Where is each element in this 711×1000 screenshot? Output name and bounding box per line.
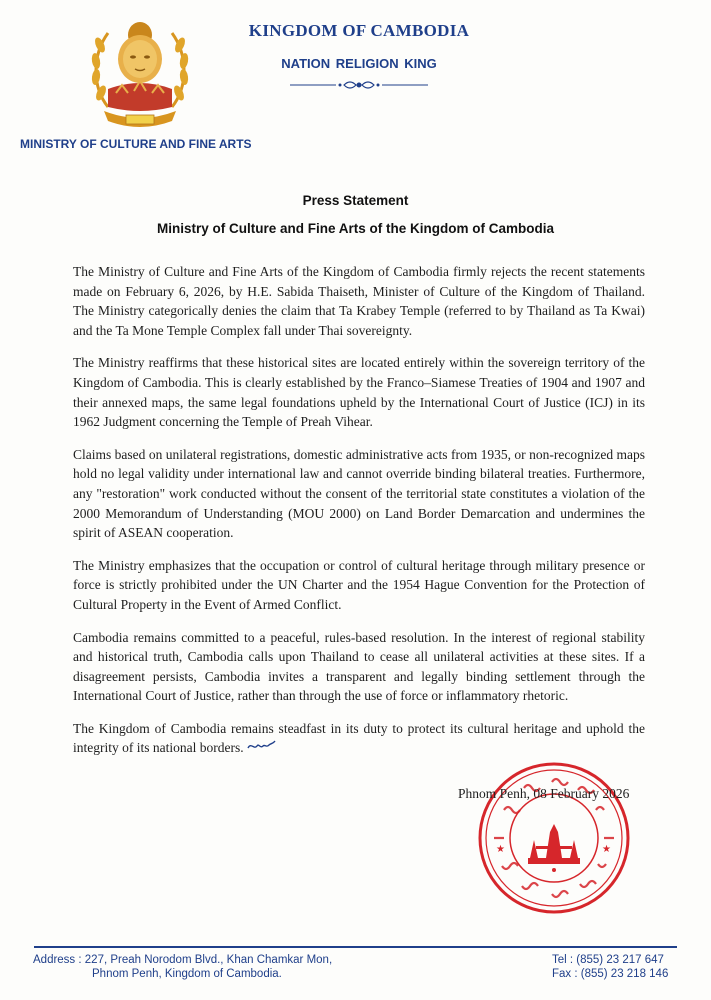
statement-body [73,262,645,771]
paragraph-text: The Kingdom of Cambodia remains steadfast in its duty to protect its cultural heritage and uphold the integrity of its national borders. [73,720,645,756]
divider-ornament-icon [290,78,428,90]
svg-text:★: ★ [602,844,611,855]
address-line-2: Phnom Penh, Kingdom of Cambodia. [92,968,282,980]
paragraph: The Ministry reaffirms that these historical sites are located entirely within the sovereign territory of the Kingdom of Cambodia. This is clearly established by the Franco–Siamese Treaties of 1904 and 1907 and their annexed maps, the same legal foundations upheld by the International Court of Justice (ICJ) in its 1962 Judgment concerning the Temple of Preah Vihear. [73,355,645,430]
paragraph: The Ministry of Culture and Fine Arts of the Kingdom of Cambodia firmly rejects the recent statements made on February 6, 2026, by H.E. Sabida Thaiseth, Minister of Culture of the Kingdom of Thailand. The Ministry categorically denies the claim that Ta Krabey Temple (referred to by Thailand as Ta Kwai) and the Ta Mone Temple Complex fall under Thai sovereignty. [73,264,645,338]
footer-rule [34,946,677,948]
fax: Fax : (855) 23 218 146 [552,968,669,980]
national-motto: NATION RELIGION KING [281,56,437,71]
initials-signature-icon [246,738,276,758]
telephone: Tel : (855) 23 217 647 [552,954,664,966]
ministry-name: MINISTRY OF CULTURE AND FINE ARTS [20,137,252,151]
paragraph-final [73,719,645,758]
svg-text:★: ★ [496,844,505,855]
place-and-date: Phnom Penh, 08 February 2026 [458,786,630,801]
kingdom-title: KINGDOM OF CAMBODIA [248,21,470,40]
paragraph: Claims based on unilateral registrations, domestic administrative acts from 1935, or non-recognized maps hold no legal validity under international law and cannot override binding bilateral treaties. Furthermore, any "restoration" work conducted without the consent of the territorial state constitutes a violation of the 2000 Memorandum of Understanding (MOU 2000) on Land Border Demarcation and undermines the spirit of ASEAN cooperation. [73,446,645,541]
official-seal-icon [476,760,632,916]
document-subtitle: Ministry of Culture and Fine Arts of the Kingdom of Cambodia [157,221,554,236]
paragraph: The Ministry emphasizes that the occupation or control of cultural heritage through military presence or force is strictly prohibited under the UN Charter and the 1954 Hague Convention for the Protection of Cultural Property in the Event of Armed Conflict. [73,557,645,612]
address-line-1: Address : 227, Preah Norodom Blvd., Khan Chamkar Mon, [33,954,333,966]
ministry-emblem-icon [86,15,194,133]
paragraph: Cambodia remains committed to a peaceful, rules-based resolution. In the interest of regional stability and historical truth, Cambodia calls upon Thailand to cease all unilateral activities at these sites. If a disagreement persists, Cambodia invites a transparent and legally binding settlement through the International Court of Justice, rather than through the use of force or inflammatory rhetoric. [73,629,645,704]
document-title: Press Statement [302,193,409,208]
